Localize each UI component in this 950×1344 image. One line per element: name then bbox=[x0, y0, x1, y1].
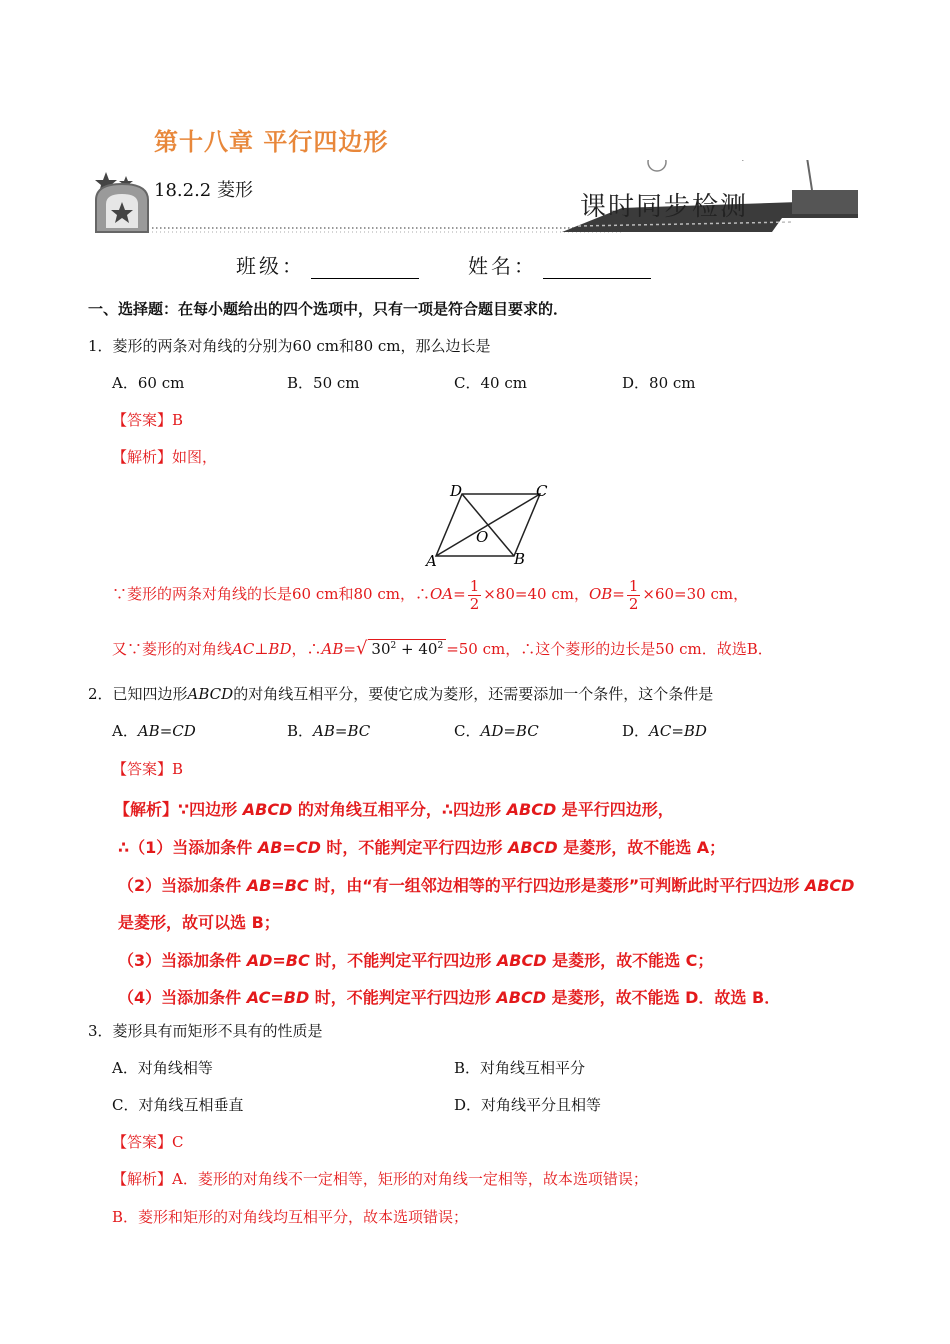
q1-sqrt bbox=[368, 639, 446, 658]
q2-a1b: 的对角线互相平分，∴四边形 bbox=[292, 800, 507, 819]
frac2-num: 1 bbox=[628, 577, 639, 595]
q1-frac2 bbox=[627, 578, 641, 612]
q1-analysis-line2 bbox=[112, 638, 773, 659]
class-field bbox=[236, 250, 419, 279]
q2-option-c bbox=[454, 720, 539, 741]
q2-b-letter: B． bbox=[287, 722, 314, 740]
q2-a1-abcd2: ABCD bbox=[506, 800, 557, 819]
name-field bbox=[468, 250, 651, 279]
q2-e1b: 时，不能判定平行四边形 bbox=[309, 988, 497, 1007]
q2-c1x: AB=BC bbox=[246, 876, 309, 895]
q2-b1c: 是菱形，故不能选 A； bbox=[557, 838, 726, 857]
answer-tag: 【答案】 bbox=[112, 1133, 173, 1151]
q2-option-a bbox=[112, 720, 196, 741]
frac1-den: 2 bbox=[469, 594, 480, 613]
q2-stem bbox=[88, 683, 713, 704]
name-blank[interactable] bbox=[543, 258, 651, 279]
q2-c1-abcd: ABCD bbox=[804, 876, 855, 895]
answer-tag: 【答案】 bbox=[112, 760, 173, 778]
analysis-tag: 【解析】 bbox=[112, 448, 173, 466]
name-label: 姓名： bbox=[468, 254, 537, 278]
q3-analysis-line1 bbox=[112, 1168, 648, 1189]
q1-answer bbox=[112, 409, 183, 430]
q2-d1b: 时，不能判定平行四边形 bbox=[309, 951, 497, 970]
rhombus-figure bbox=[424, 480, 554, 570]
class-blank[interactable] bbox=[311, 258, 419, 279]
q2-d-expr: AC=BD bbox=[649, 722, 707, 740]
q2-analysis-line5 bbox=[118, 948, 713, 971]
q3-analysis-line2: B．菱形和矩形的对角线均互相平分，故本选项错误； bbox=[112, 1208, 469, 1226]
q2-stem-b: 的对角线互相平分，要使它成为菱形，还需要添加一个条件，这个条件是 bbox=[233, 685, 714, 703]
q2-stem-a: 2．已知四边形 bbox=[88, 685, 188, 703]
q2-analysis-line3 bbox=[118, 873, 854, 896]
q1-analysis-line1 bbox=[112, 578, 748, 612]
q3-answer-value: C bbox=[172, 1133, 184, 1151]
diagonal-bd bbox=[462, 494, 514, 556]
analysis-tag: 【解析】 bbox=[114, 800, 179, 819]
class-label: 班级： bbox=[236, 254, 305, 278]
sqrt-exp2: 2 bbox=[437, 641, 444, 651]
q2-d-letter: D． bbox=[622, 722, 650, 740]
q1-answer-value: B bbox=[172, 411, 184, 429]
label-o: O bbox=[476, 528, 489, 546]
q1-l1a: ∵菱形的两条对角线的长是60 cm和80 cm，∴ bbox=[112, 585, 430, 603]
label-b: B bbox=[514, 550, 526, 568]
q3-stem: 3．菱形具有而矩形不具有的性质是 bbox=[88, 1022, 323, 1040]
q2-c1: （2）当添加条件 bbox=[118, 876, 247, 895]
q1-oa: OA bbox=[429, 585, 454, 603]
label-a: A bbox=[426, 552, 437, 570]
q1-l2c: =50 cm，∴这个菱形的边长是50 cm．故选B． bbox=[446, 640, 773, 658]
q1-l1c: ×60=30 cm， bbox=[642, 585, 749, 603]
q2-a-expr: AB=CD bbox=[137, 722, 196, 740]
q1-eq1: = bbox=[453, 585, 466, 603]
q2-c-expr: AD=BC bbox=[480, 722, 539, 740]
q1-option-b: B．50 cm bbox=[287, 374, 360, 392]
q2-e1-abcd: ABCD bbox=[496, 988, 546, 1007]
q1-l2a: 又∵菱形的对角线 bbox=[112, 640, 233, 658]
sqrt-plus: + bbox=[396, 640, 419, 658]
sqrt-exp1: 2 bbox=[390, 641, 397, 651]
q2-b-expr: AB=BC bbox=[313, 722, 371, 740]
analysis-tag: 【解析】 bbox=[112, 1170, 173, 1188]
q3-answer bbox=[112, 1131, 184, 1152]
q2-d1-abcd: ABCD bbox=[496, 951, 547, 970]
q1-l2b: ，∴ bbox=[291, 640, 322, 658]
q1-analysis-intro bbox=[112, 446, 217, 467]
q2-b1b: 时，不能判定平行四边形 bbox=[320, 838, 509, 857]
star-emblem-icon bbox=[95, 172, 148, 232]
label-c: C bbox=[536, 482, 548, 500]
q2-b1-abcd: ABCD bbox=[508, 838, 558, 857]
q2-analysis-line6 bbox=[118, 985, 780, 1008]
q2-answer bbox=[112, 758, 183, 779]
q2-c-letter: C． bbox=[454, 722, 481, 740]
label-d: D bbox=[450, 482, 463, 500]
q2-option-b bbox=[287, 720, 370, 741]
q1-eq3: = bbox=[343, 640, 356, 658]
q3-option-a: A．对角线相等 bbox=[112, 1059, 213, 1077]
q1-option-c: C．40 cm bbox=[454, 374, 527, 392]
q3-option-b: B．对角线互相平分 bbox=[454, 1059, 586, 1077]
chapter-title: 第十八章 平行四边形 bbox=[154, 128, 389, 156]
q2-analysis-line4: 是菱形，故可以选 B； bbox=[118, 913, 280, 932]
q2-b1x: AB=CD bbox=[257, 838, 321, 857]
q2-answer-value: B bbox=[172, 760, 184, 778]
q2-d1x: AD=BC bbox=[246, 951, 310, 970]
q2-a1c: 是平行四边形， bbox=[556, 800, 674, 819]
answer-tag: 【答案】 bbox=[112, 411, 173, 429]
banner-subtitle: 课时同步检测 bbox=[580, 192, 749, 222]
q2-abcd: ABCD bbox=[187, 685, 234, 703]
q1-l1b: ×80=40 cm， bbox=[483, 585, 589, 603]
q2-d1: （3）当添加条件 bbox=[118, 951, 247, 970]
q1-acbd: AC⊥BD bbox=[232, 640, 292, 658]
q1-ab: AB bbox=[321, 640, 344, 658]
q2-option-d bbox=[622, 720, 707, 741]
q1-stem: 1．菱形的两条对角线的分别为60 cm和80 cm，那么边长是 bbox=[88, 337, 491, 355]
frac2-den: 2 bbox=[628, 594, 639, 613]
section-title: 18.2.2 菱形 bbox=[154, 180, 253, 201]
q2-analysis-line2 bbox=[118, 835, 725, 858]
q1-ob: OB bbox=[588, 585, 613, 603]
q3-a-line: A．菱形的对角线不一定相等，矩形的对角线一定相等，故本选项错误； bbox=[172, 1170, 648, 1188]
q3-option-d: D．对角线平分且相等 bbox=[454, 1096, 602, 1114]
q1-eq2: = bbox=[612, 585, 625, 603]
q1-intro-text: 如图， bbox=[172, 448, 218, 466]
q2-d1c: 是菱形，故不能选 C； bbox=[546, 951, 714, 970]
q2-e1c: 是菱形，故不能选 D．故选 B． bbox=[546, 988, 781, 1007]
q1-option-d: D．80 cm bbox=[622, 374, 696, 392]
q3-option-c: C．对角线互相垂直 bbox=[112, 1096, 244, 1114]
q2-a-letter: A． bbox=[112, 722, 138, 740]
q2-a1-abcd: ABCD bbox=[242, 800, 293, 819]
section-heading: 一、选择题：在每小题给出的四个选项中，只有一项是符合题目要求的． bbox=[88, 300, 569, 318]
sqrt-b: 40 bbox=[418, 640, 438, 658]
q2-e1x: AC=BD bbox=[246, 988, 310, 1007]
sqrt-a: 30 bbox=[371, 640, 391, 658]
q2-e1: （4）当添加条件 bbox=[118, 988, 247, 1007]
q2-c1b: 时，由“有一组邻边相等的平行四边形是菱形”可判断此时平行四边形 bbox=[308, 876, 805, 895]
sqrt-sign-icon: √ bbox=[355, 638, 368, 659]
q1-option-a: A．60 cm bbox=[112, 374, 185, 392]
q2-a1: ∵四边形 bbox=[178, 800, 243, 819]
q2-b1: ∴（1）当添加条件 bbox=[118, 838, 258, 857]
q1-frac1 bbox=[468, 578, 482, 612]
q2-analysis-line1 bbox=[114, 797, 674, 820]
frac1-num: 1 bbox=[469, 577, 480, 595]
